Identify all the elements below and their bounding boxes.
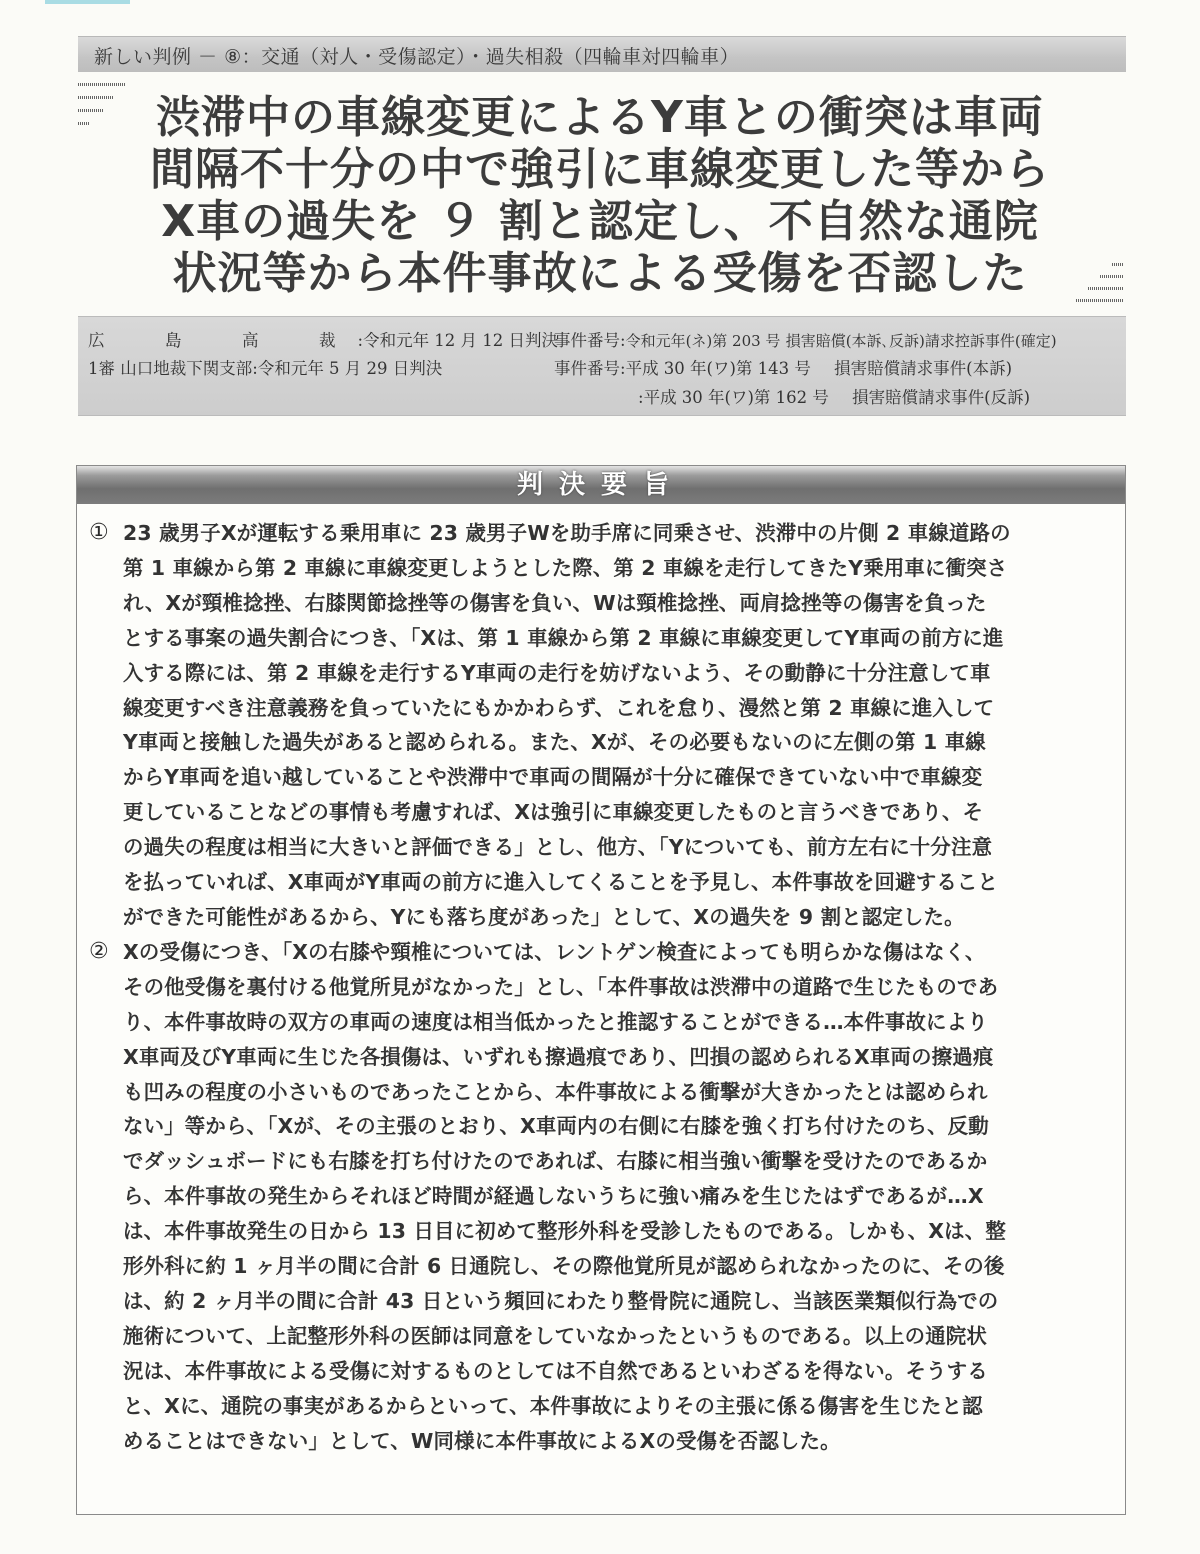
case-court: 広 島 高 裁:令和元年 12 月 12 日判決 — [88, 331, 559, 350]
decorative-lines-right — [1076, 263, 1124, 311]
court-name: 広 島 高 裁 — [88, 331, 358, 350]
decorative-lines-left — [78, 83, 126, 135]
text-line: と、Xに、通院の事実があるからといって、本件事故によりその主張に係る傷害を生じたと認 — [123, 1393, 983, 1418]
headline-line: X車の過失を ９ 割と認定し、不自然な通院 — [161, 196, 1039, 247]
item-number: ① — [89, 520, 109, 545]
text-line: X車両及びY車両に生じた各損傷は、いずれも擦過痕であり、凹損の認められるX車両の擦過痕 — [123, 1044, 994, 1069]
item-text — [123, 516, 1111, 935]
case-number-row: 事件番号:平成 30 年(ワ)第 143 号 損害賠償請求事件(本訴) — [554, 359, 1013, 378]
item-text — [123, 935, 1111, 1459]
text-line: 施術について、上記整形外科の医師は同意をしていなかったというものである。以上の通院状 — [123, 1323, 987, 1348]
case-number-label: 事件番号 — [554, 359, 620, 378]
text-line: れ、Xが頸椎捻挫、右膝関節捻挫等の傷害を負い、Wは頸椎捻挫、両肩捻挫等の傷害を負った — [123, 590, 987, 615]
decision-date: 令和元年 5 月 29 日判決 — [257, 359, 443, 378]
text-line: ら、本件事故の発生からそれほど時間が経過しないうちに強い痛みを生じたはずであるが…X — [123, 1184, 984, 1209]
text-line: でダッシュボードにも右膝を打ち付けたのであれば、右膝に相当強い衝撃を受けたのであるか — [123, 1149, 988, 1174]
case-court: 1審 山口地裁下関支部:令和元年 5 月 29 日判決 — [88, 359, 443, 378]
case-number: 平成 30 年(ワ)第 162 号 — [643, 388, 829, 407]
case-name: 損害賠償請求事件(反訴) — [852, 388, 1031, 407]
text-line: は、約 2 ヶ月半の間に合計 43 日という頻回にわたり整骨院に通院し、当該医業類似行為での — [123, 1288, 999, 1313]
text-line: 更していることなどの事情も考慮すれば、Xは強引に車線変更したものと言うべきであり、そ — [123, 800, 984, 825]
item-number: ② — [89, 938, 109, 964]
text-line: とする事案の過失割合につき、「Xは、第 1 車線から第 2 車線に車線変更してY車両の前方に進 — [123, 625, 1004, 650]
case-number-label: 事件番号 — [554, 331, 620, 350]
page-tab-mark — [45, 0, 130, 4]
court-name: 1審 山口地裁下関支部 — [88, 359, 253, 378]
text-line: を払っていれば、X車両がY車両の前方に進入してくることを予見し、本件事故を回避すること — [123, 870, 999, 895]
case-name: 損害賠償(本訴､反訴)請求控訴事件(確定) — [785, 332, 1057, 350]
headline-line: 間隔不十分の中で強引に車線変更した等から — [150, 144, 1050, 195]
case-number: 令和元年(ネ)第 203 号 — [625, 332, 781, 350]
series-header — [78, 36, 1126, 72]
headline-line: 状況等から本件事故による受傷を否認した — [172, 248, 1028, 299]
text-line: ない」等から、「Xが、その主張のとおり、X車両内の右側に右膝を強く打ち付けたのち、反動 — [123, 1114, 989, 1139]
text-line: その他受傷を裏付ける他覚所見がなかった」とし、「本件事故は渋滞中の道路で生じたものであ — [123, 974, 999, 999]
case-number-row: :平成 30 年(ワ)第 162 号 損害賠償請求事件(反訴) — [638, 388, 1031, 407]
headline-line: 渋滞中の車線変更によるY車との衝突は車両 — [156, 92, 1044, 143]
summary-header — [77, 466, 1125, 504]
summary-body — [77, 504, 1125, 1458]
case-number: 平成 30 年(ワ)第 143 号 — [625, 359, 811, 378]
text-line: 入する際には、第 2 車線を走行するY車両の走行を妨げないよう、その動静に十分注意して車 — [123, 660, 991, 685]
text-line: 線変更すべき注意義務を負っていたにもかかわらず、これを怠り、漫然と第 2 車線に進入して — [123, 695, 995, 720]
case-info-box — [78, 316, 1126, 416]
text-line: からY車両を追い越していることや渋滞中で車両の間隔が十分に確保できていない中で車線変 — [123, 765, 983, 790]
summary-heading: 判決要旨 — [516, 470, 685, 500]
decision-date: 令和元年 12 月 12 日判決 — [363, 331, 559, 350]
text-line: 況は、本件事故による受傷に対するものとしては不自然であるといわざるを得ない。そうする — [123, 1358, 988, 1383]
text-line: ができた可能性があるから、Yにも落ち度があった」として、Xの過失を 9 割と認定した。 — [123, 904, 965, 929]
judgment-summary-box — [76, 465, 1126, 1515]
series-label: 新しい判例 － ⑧：交通（対人・受傷認定）・過失相殺（四輪車対四輪車） — [94, 46, 740, 68]
summary-item — [89, 935, 1111, 1459]
summary-item — [89, 516, 1111, 935]
text-line: Xの受傷につき、「Xの右膝や頸椎については、レントゲン検査によっても明らかな傷はなく、 — [123, 939, 986, 964]
case-name: 損害賠償請求事件(本訴) — [834, 359, 1013, 378]
text-line: り、本件事故時の双方の車両の速度は相当低かったと推認することができる…本件事故により — [123, 1009, 988, 1034]
text-line: めることはできない」として、W同様に本件事故によるXの受傷を否認した。 — [123, 1428, 841, 1453]
text-line: 形外科に約 1 ヶ月半の間に合計 6 日通院し、その際他覚所見が認められなかったのに、その後 — [123, 1254, 1005, 1279]
article-headline — [150, 92, 1050, 300]
text-line: 23 歳男子Xが運転する乗用車に 23 歳男子Wを助手席に同乗させ、渋滞中の片側 2 車線道路の — [123, 521, 1011, 545]
text-line: の過失の程度は相当に大きいと評価できる」とし、他方、「Yについても、前方左右に十分注意 — [123, 835, 993, 860]
text-line: Y車両と接触した過失があると認められる。また、Xが、その必要もないのに左側の第 1 車線 — [123, 730, 986, 755]
text-line: も凹みの程度の小さいものであったことから、本件事故による衝撃が大きかったとは認められ — [123, 1079, 988, 1104]
text-line: 第 1 車線から第 2 車線に車線変更しようとした際、第 2 車線を走行してきたY乗用車に衝突さ — [123, 555, 1008, 580]
case-number-row: 事件番号:令和元年(ネ)第 203 号 損害賠償(本訴､反訴)請求控訴事件(確定) — [554, 331, 1057, 350]
text-line: は、本件事故発生の日から 13 日目に初めて整形外科を受診したものである。しかも、Xは、整 — [123, 1219, 1006, 1244]
